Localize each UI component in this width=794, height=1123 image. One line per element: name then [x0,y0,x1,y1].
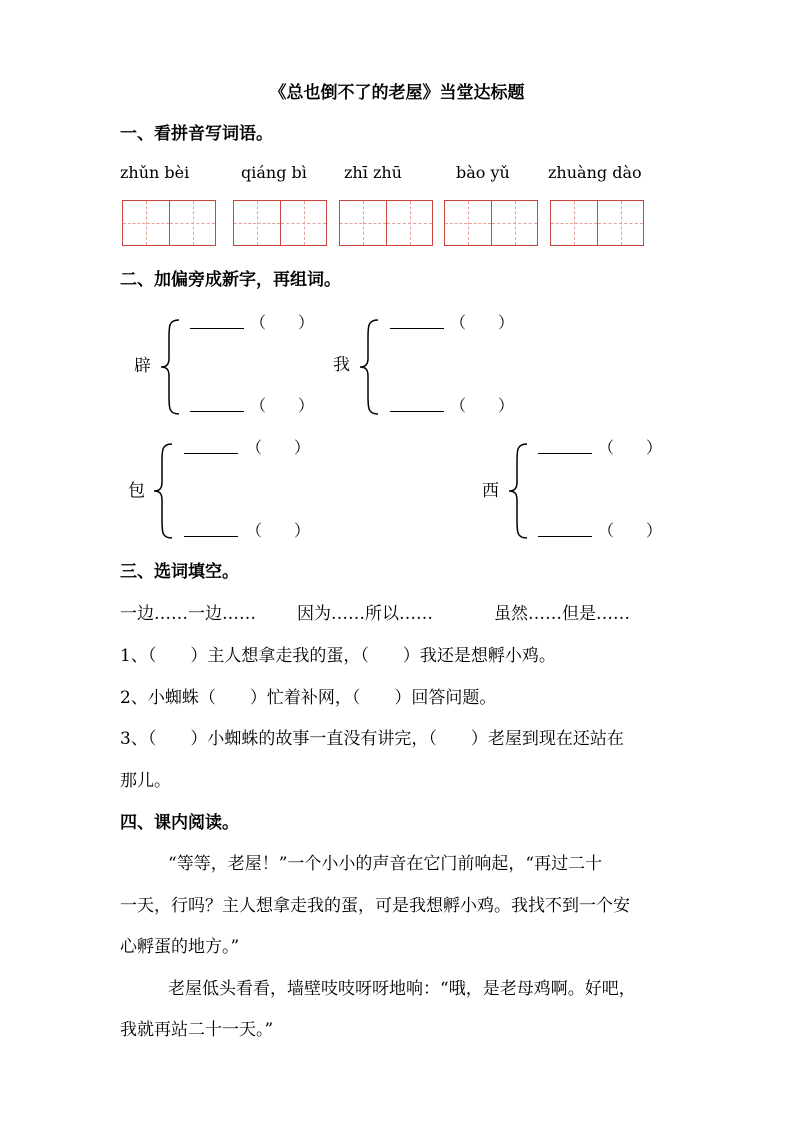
blank-field[interactable] [184,437,238,454]
word-paren[interactable]: （ ） [450,396,515,415]
blank-field[interactable] [538,520,592,537]
reading-line: “等等，老屋！”一个小小的声音在它门前响起，“再过二十 [168,854,603,874]
base-char-wo: 我 [333,355,350,375]
question-3-cont: 那儿。 [120,771,171,791]
word-paren[interactable]: （ ） [598,521,663,540]
word-paren[interactable]: （ ） [246,438,311,457]
brace-icon [159,318,181,416]
section-3-heading: 三、选词填空。 [120,562,239,582]
blank-field[interactable] [190,312,244,329]
section-2-heading: 二、加偏旁成新字，再组词。 [120,270,341,290]
word-paren[interactable]: （ ） [598,438,663,457]
brace-icon [507,442,529,540]
pinyin-3: zhī zhū [344,163,402,182]
blank-field[interactable] [390,395,444,412]
writing-grid-4[interactable] [444,200,538,246]
word-paren[interactable]: （ ） [246,521,311,540]
section-4-heading: 四、课内阅读。 [120,813,239,833]
pinyin-4: bào yǔ [456,163,510,182]
reading-line: 一天，行吗？主人想拿走我的蛋，可是我想孵小鸡。我找不到一个安 [120,896,630,916]
brace-icon [152,442,174,540]
base-char-bao: 包 [128,481,145,501]
option-3: 虽然……但是…… [494,604,630,624]
question-2: 2、小蜘蛛（ ）忙着补网，（ ）回答问题。 [120,688,497,708]
reading-line: 心孵蛋的地方。” [120,937,240,957]
question-3: 3、（ ）小蜘蛛的故事一直没有讲完，（ ）老屋到现在还站在 [120,729,624,749]
base-char-pi: 辟 [134,356,151,376]
word-paren[interactable]: （ ） [250,313,315,332]
writing-grid-1[interactable] [122,200,216,246]
word-paren[interactable]: （ ） [450,313,515,332]
page-title: 《总也倒不了的老屋》当堂达标题 [269,83,525,103]
question-1: 1、（ ）主人想拿走我的蛋，（ ）我还是想孵小鸡。 [120,646,556,666]
pinyin-2: qiáng bì [241,163,307,182]
reading-line: 我就再站二十一天。” [120,1020,274,1040]
blank-field[interactable] [390,312,444,329]
pinyin-1: zhǔn bèi [120,163,190,182]
writing-grid-3[interactable] [339,200,433,246]
section-1-heading: 一、看拼音写词语。 [120,124,273,144]
option-2: 因为……所以…… [297,604,433,624]
word-paren[interactable]: （ ） [250,396,315,415]
blank-field[interactable] [190,395,244,412]
blank-field[interactable] [184,520,238,537]
reading-line: 老屋低头看看，墙壁吱吱呀呀地响：“哦，是老母鸡啊。好吧， [168,979,636,999]
writing-grid-5[interactable] [550,200,644,246]
base-char-xi: 西 [482,481,499,501]
writing-grid-2[interactable] [233,200,327,246]
option-1: 一边……一边…… [120,604,256,624]
blank-field[interactable] [538,437,592,454]
brace-icon [358,318,380,416]
pinyin-5: zhuàng dào [548,163,642,182]
